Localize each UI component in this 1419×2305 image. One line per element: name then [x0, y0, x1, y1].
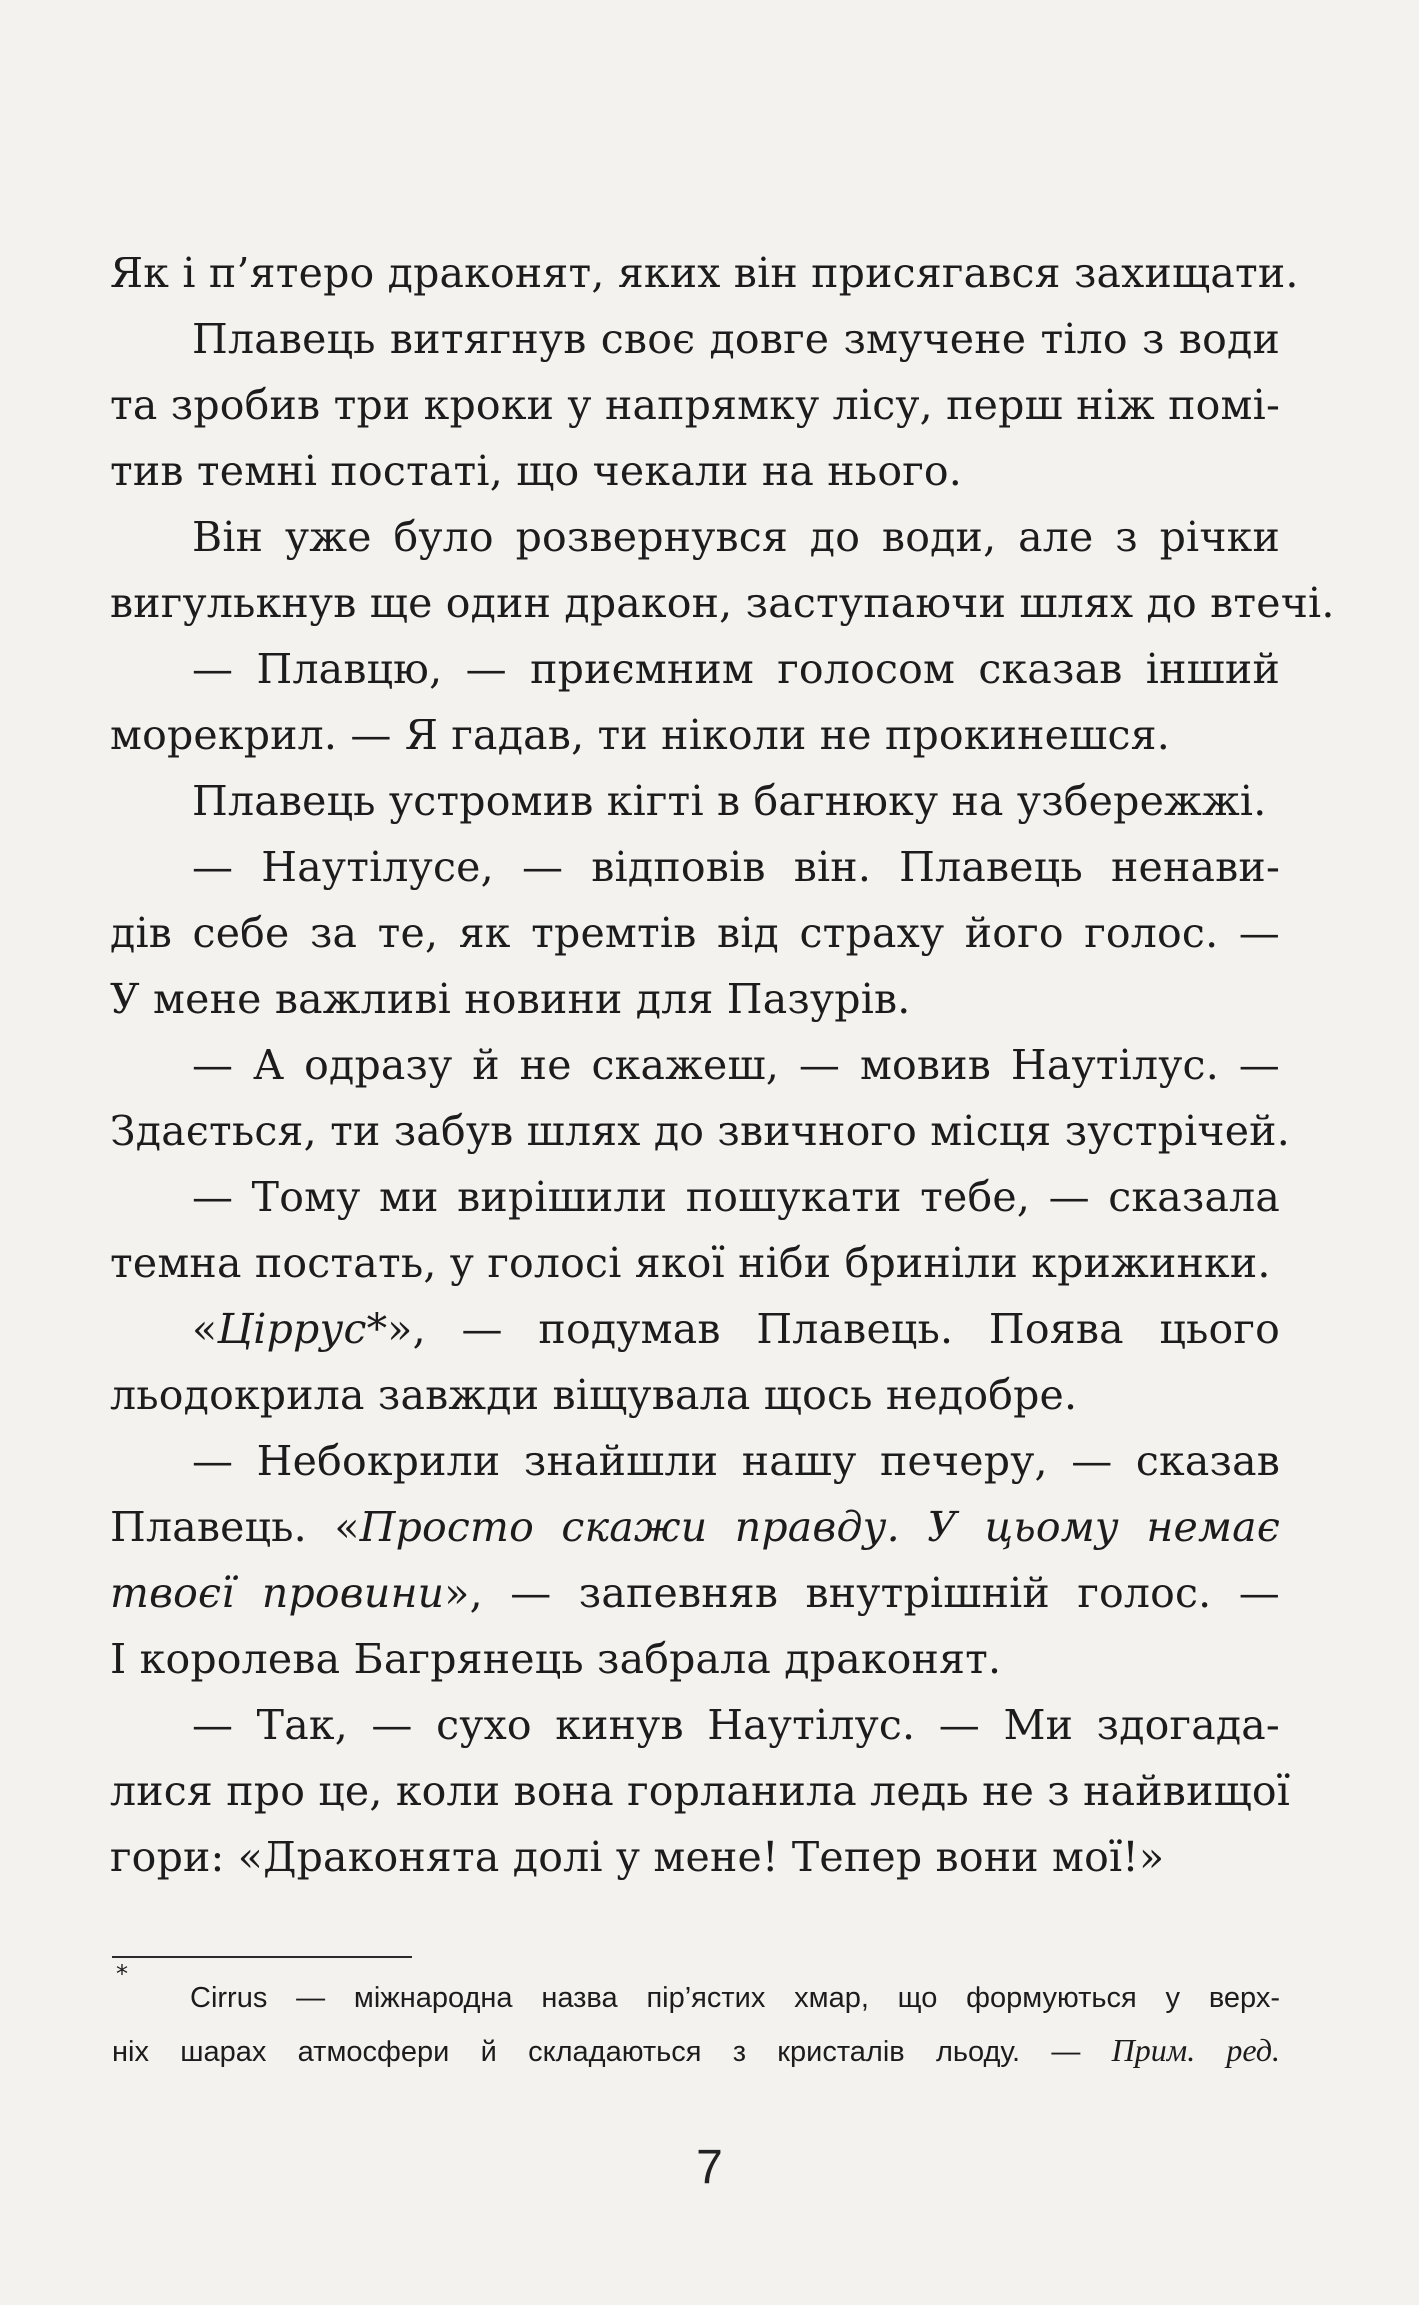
text-line [110, 1230, 1280, 1296]
text-run: Cirrus — міжнародна назва пір’ястих хмар, що формуються у верх- [190, 1982, 1280, 2014]
text-line [110, 636, 1280, 702]
text-run: — Наутілусе, — відповів він. Плавець ненави- [192, 843, 1280, 891]
text-line [110, 1494, 1280, 1560]
text-run: Здається, ти забув шлях до звичного місця зустрічей. [110, 1107, 1290, 1155]
text-run: гори: «Драконята долі у мене! Тепер вони мої!» [110, 1833, 1165, 1881]
text-line [110, 702, 1280, 768]
text-run: ніх шарах атмосфери й складаються з кристалів льоду. — [112, 2036, 1112, 2068]
text-line [110, 1560, 1280, 1626]
text-line [110, 1032, 1280, 1098]
text-line [110, 834, 1280, 900]
text-run: Він уже було розвернувся до води, але з річки [192, 513, 1280, 561]
footnote-divider [112, 1956, 412, 1958]
text-line [110, 768, 1280, 834]
text-run: та зробив три кроки у напрямку лісу, перш ніж помі- [110, 381, 1280, 429]
text-run: І королева Багрянець забрала драконят. [110, 1635, 1002, 1683]
text-run: льодокрила завжди віщувала щось недобре. [110, 1371, 1078, 1419]
text-line [110, 966, 1280, 1032]
text-line [110, 1626, 1280, 1692]
text-run: вигулькнув ще один дракон, заступаючи шлях до втечі. [110, 579, 1335, 627]
body-text [110, 240, 1335, 1890]
text-line [110, 438, 1280, 504]
italic-text: Прим. ред. [1111, 2032, 1281, 2068]
footnote-line [112, 2024, 1280, 2076]
text-run: дів себе за те, як тремтів від страху його голос. — [110, 909, 1280, 957]
text-run: — Небокрили знайшли нашу печеру, — сказав [192, 1437, 1280, 1485]
text-line [110, 1164, 1280, 1230]
text-line [110, 1428, 1280, 1494]
footnote-line [112, 1972, 1280, 2024]
text-run: Плавець витягнув своє довге змучене тіло з води [192, 315, 1280, 363]
text-run: тив темні постаті, що чекали на нього. [110, 447, 963, 495]
italic-text: твоєї провини [110, 1569, 445, 1617]
text-line [110, 1098, 1290, 1164]
footnote-mark: * [116, 1960, 128, 1988]
text-run: Як і п’ятеро драконят, яких він присягався захищати. [110, 249, 1299, 297]
text-line [110, 1362, 1280, 1428]
page-number: 7 [696, 2141, 723, 2194]
text-run: « [192, 1305, 218, 1353]
text-run: темна постать, у голосі якої ніби бриніли крижинки. [110, 1239, 1271, 1287]
text-line [110, 1692, 1280, 1758]
text-run: Плавець устромив кігті в багнюку на узбережжі. [192, 777, 1267, 825]
text-line [110, 1824, 1280, 1890]
text-run: », — запевняв внутрішній голос. — [444, 1569, 1280, 1617]
italic-text: Просто скажи правду. У цьому немає [359, 1503, 1280, 1551]
text-run: У мене важливі новини для Пазурів. [110, 975, 911, 1023]
text-run: *», — подумав Плавець. Поява цього [366, 1305, 1280, 1353]
text-run: — Тому ми вирішили пошукати тебе, — сказала [192, 1173, 1280, 1221]
italic-text: Ціррус [217, 1305, 367, 1353]
text-run: — Так, — сухо кинув Наутілус. — Ми здогада- [192, 1701, 1280, 1749]
text-line [110, 504, 1280, 570]
text-line [110, 570, 1335, 636]
footnote [112, 1972, 1280, 2076]
text-line [110, 900, 1280, 966]
text-run: лися про це, коли вона горланила ледь не з найвищої [110, 1767, 1291, 1815]
text-run: — А одразу й не скажеш, — мовив Наутілус. — [192, 1041, 1280, 1089]
text-run: Плавець. « [110, 1503, 360, 1551]
text-run: — Плавцю, — приємним голосом сказав інший [192, 645, 1280, 693]
text-line [110, 1296, 1280, 1362]
text-line [110, 372, 1280, 438]
text-line [110, 240, 1299, 306]
text-line [110, 306, 1280, 372]
text-run: морекрил. — Я гадав, ти ніколи не прокинешся. [110, 711, 1170, 759]
text-line [110, 1758, 1291, 1824]
